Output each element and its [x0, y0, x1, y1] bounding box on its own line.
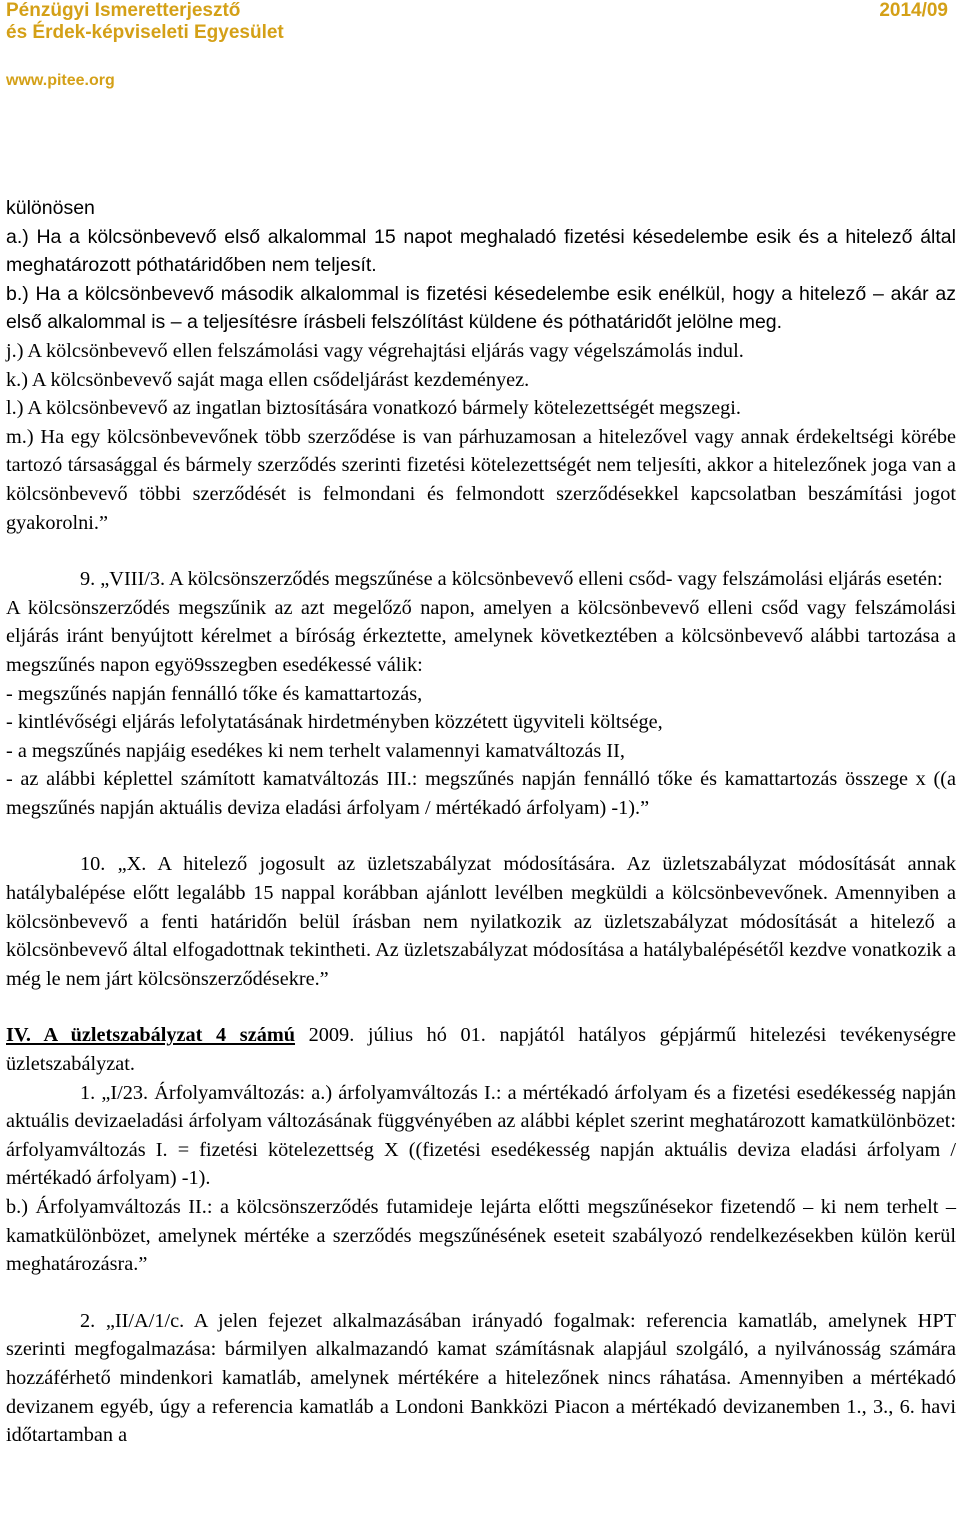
organization-name-line1: Pénzügyi Ismeretterjesztő: [6, 0, 241, 21]
section-10-paragraph: [6, 850, 956, 993]
section-9-title: „VIII/3. A kölcsönszerződés megszűnése a kölcsönbevevő elleni csőd- vagy felszámolási eljárás esetén:: [100, 568, 943, 591]
issue-date: 2014/09: [879, 0, 948, 21]
document-body: [6, 194, 956, 1450]
section-9-heading: [6, 565, 956, 594]
section-iv-intro: [6, 1021, 956, 1078]
spacer: [6, 993, 956, 1021]
paragraph-l: l.) A kölcsönbevevő az ingatlan biztosítására vonatkozó bármely kötelezettségét megszegi.: [6, 397, 741, 420]
section-iv-item-2-number: 2.: [80, 1309, 96, 1332]
section-9-number: 9.: [80, 568, 96, 591]
website-link[interactable]: www.pitee.org: [6, 72, 115, 89]
section-9-dash-2: - kintlévőségi eljárás lefolytatásának hirdetményben közzétett ügyviteli költsége,: [6, 711, 663, 734]
section-iv-item-1b: b.) Árfolyamváltozás II.: a kölcsönszerződés futamideje lejárta előtti megszűnésekor fizetendő – ki nem terhelt – kamatkülönbözet, amelynek mértéke a szerződés megszűnésének eseteit szabályozó rendelkezésekben külön kerül meghatározásra.”: [6, 1196, 956, 1276]
spacer: [6, 1279, 956, 1307]
paragraph-m: m.) Ha egy kölcsönbevevőnek több szerződése is van párhuzamosan a hitelezővel vagy annak érdekeltségi körébe tartozó társasággal és bármely szerződés szerinti fizetési kötelezettségét nem teljesíti, akkor a hitelezőnek joga van a kölcsönbevevő többi szerződését is felmondani és felmondott szerződésekkel kapcsolatban beszámítási jogot gyakorolni.”: [6, 425, 956, 534]
section-iv-intro-text: 2009. július hó 01. napjától hatályos gépjármű hitelezési tevékenységre üzletszabályzat.: [6, 1024, 956, 1076]
paragraph-kulonosen: különösen: [6, 197, 95, 219]
spacer: [6, 537, 956, 565]
section-9-dash-4: - az alábbi képlettel számított kamatváltozás III.: megszűnés napján fennálló tőke és kamattartozás összege x ((a megszűnés napján aktuális deviza eladási árfolyam / mértékadó árfolyam) -1).”: [6, 768, 956, 819]
organization-name-line2: és Érdek-képviseleti Egyesület: [6, 22, 284, 43]
section-10-text: „X. A hitelező jogosult az üzletszabályzat módosítására. Az üzletszabályzat módosítását annak hatálybalépése előtt legalább 15 nappal korábban ajánlott levélben megküldi a kölcsönbevevőnek. Amennyiben a kölcsönbevevő a fenti határidőn belül írásban nem nyilatkozik az üzletszabályzat módosítását a hitelező a kölcsönbevevő által elfogadottnak tekintheti. Az üzletszabályzat módosítása a hatálybalépésétől kezdve vonatkozik a még le nem járt kölcsönszerződésekre.”: [6, 853, 956, 990]
paragraph-a: a.) Ha a kölcsönbevevő első alkalommal 15 napot meghaladó fizetési késedelembe esik és a hitelező által meghatározott póthatáridőben nem teljesít.: [6, 225, 956, 277]
section-iv-heading: IV. A üzletszabályzat 4 számú: [6, 1024, 296, 1047]
section-iv-item-2-text: „II/A/1/c. A jelen fejezet alkalmazásában irányadó fogalmak: referencia kamatláb, amelynek HPT szerinti megfogalmazása: bármilyen alkalmazandó kamat számításnak alapjául szolgáló, a nyilvánosság számára hozzáférhető mindenkori kamatláb, amelynek mértékére a hitelezőnek nincs ráhatása. Amennyiben a mértékadó devizanem egyéb, úgy a referencia kamatláb a Londoni Bankközi Piacon a mértékadó devizanemben 1., 3., 6. havi időtartamban a: [6, 1309, 956, 1447]
section-9-dash-3: - a megszűnés napjáig esedékes ki nem terhelt valamennyi kamatváltozás II,: [6, 739, 625, 762]
section-iv-item-1: 1. „I/23. Árfolyamváltozás: a.) árfolyamváltozás I.: a mértékadó árfolyam és a fizetési esedékesség napján aktuális devizaeladási árfolyam változásának függvényében az alábbi képlet szerint meghatározott kamatkülönbözet: árfolyamváltozás I. = fizetési kötelezettség X ((fizetési esedékesség napján aktuális deviza eladási árfolyam / mértékadó árfolyam) -1).: [6, 1081, 956, 1190]
page-header: [6, 0, 954, 90]
section-iv-item-2: [6, 1307, 956, 1450]
paragraph-b: b.) Ha a kölcsönbevevő második alkalommal is fizetési késedelembe esik enélkül, hogy a hitelező – akár az első alkalommal is – a teljesítésre írásbeli felszólítást küldene és póthatáridőt jelölne meg.: [6, 282, 956, 334]
paragraph-k: k.) A kölcsönbevevő saját maga ellen csődeljárást kezdeményez.: [6, 368, 530, 391]
paragraph-j: j.) A kölcsönbevevő ellen felszámolási vagy végrehajtási eljárás vagy végelszámolás indul.: [6, 339, 744, 362]
section-10-number: 10.: [80, 853, 106, 876]
section-9-dash-1: - megszűnés napján fennálló tőke és kamattartozás,: [6, 682, 423, 705]
spacer: [6, 822, 956, 850]
section-9-paragraph: A kölcsönszerződés megszűnik az azt megelőző napon, amelyen a kölcsönbevevő elleni csőd vagy felszámolási eljárás iránt benyújtott kérelmet a bíróság érkeztette, amelynek következtében a kölcsönbevevő alábbi tartozása a megszűnés napon egyö9sszegben esedékessé válik:: [6, 596, 956, 676]
